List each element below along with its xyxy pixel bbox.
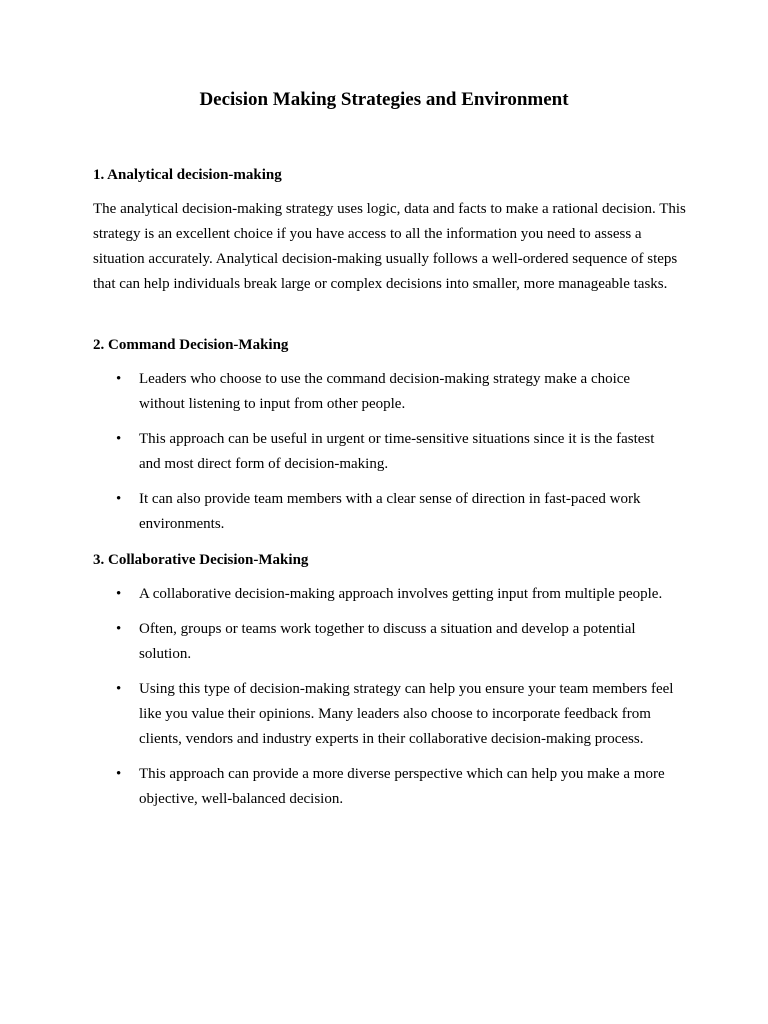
list-item	[0, 582, 679, 607]
bullet-icon: •	[116, 431, 122, 447]
list-item	[0, 427, 679, 477]
bullet-list-collaborative	[0, 582, 768, 822]
list-item-text: This approach can be useful in urgent or time-sensitive situations since it is the fastest and most direct form of decision-making.	[139, 431, 655, 472]
bullet-icon: •	[116, 586, 122, 602]
section-heading-collaborative: 3. Collaborative Decision-Making	[93, 552, 309, 568]
list-item	[0, 677, 679, 752]
list-item-text: A collaborative decision-making approach involves getting input from multiple people.	[139, 586, 663, 602]
list-item-text: Leaders who choose to use the command decision-making strategy make a choice without listening to input from other people.	[139, 371, 631, 412]
list-item	[0, 617, 679, 667]
bullet-icon: •	[116, 371, 122, 387]
bullet-icon: •	[116, 621, 122, 637]
document-title: Decision Making Strategies and Environment	[199, 89, 569, 110]
list-item-text: Using this type of decision-making strategy can help you ensure your team members feel like you value their opinions. Many leaders also choose to incorporate feedback from clients, vendors and industry experts in their collaborative decision-making process.	[139, 681, 674, 747]
section-paragraph-analytical: The analytical decision-making strategy uses logic, data and facts to make a rational decision. This strategy is an excellent choice if you have access to all the information you need to assess a situation accurately. Analytical decision-making usually follows a well-ordered sequence of steps that can help individuals break large or complex decisions into smaller, more manageable tasks.	[93, 201, 686, 292]
list-item	[0, 487, 679, 537]
bullet-icon: •	[116, 681, 122, 697]
section-heading-command: 2. Command Decision-Making	[93, 337, 289, 353]
bullet-list-command	[0, 367, 768, 547]
list-item-text: It can also provide team members with a clear sense of direction in fast-paced work environments.	[139, 491, 641, 532]
list-item-text: This approach can provide a more diverse perspective which can help you make a more objective, well-balanced decision.	[139, 766, 665, 807]
bullet-icon: •	[116, 766, 122, 782]
list-item	[0, 367, 679, 417]
list-item-text: Often, groups or teams work together to discuss a situation and develop a potential solution.	[139, 621, 636, 662]
section-heading-analytical: 1. Analytical decision-making	[93, 167, 282, 183]
list-item	[0, 762, 679, 812]
bullet-icon: •	[116, 491, 122, 507]
